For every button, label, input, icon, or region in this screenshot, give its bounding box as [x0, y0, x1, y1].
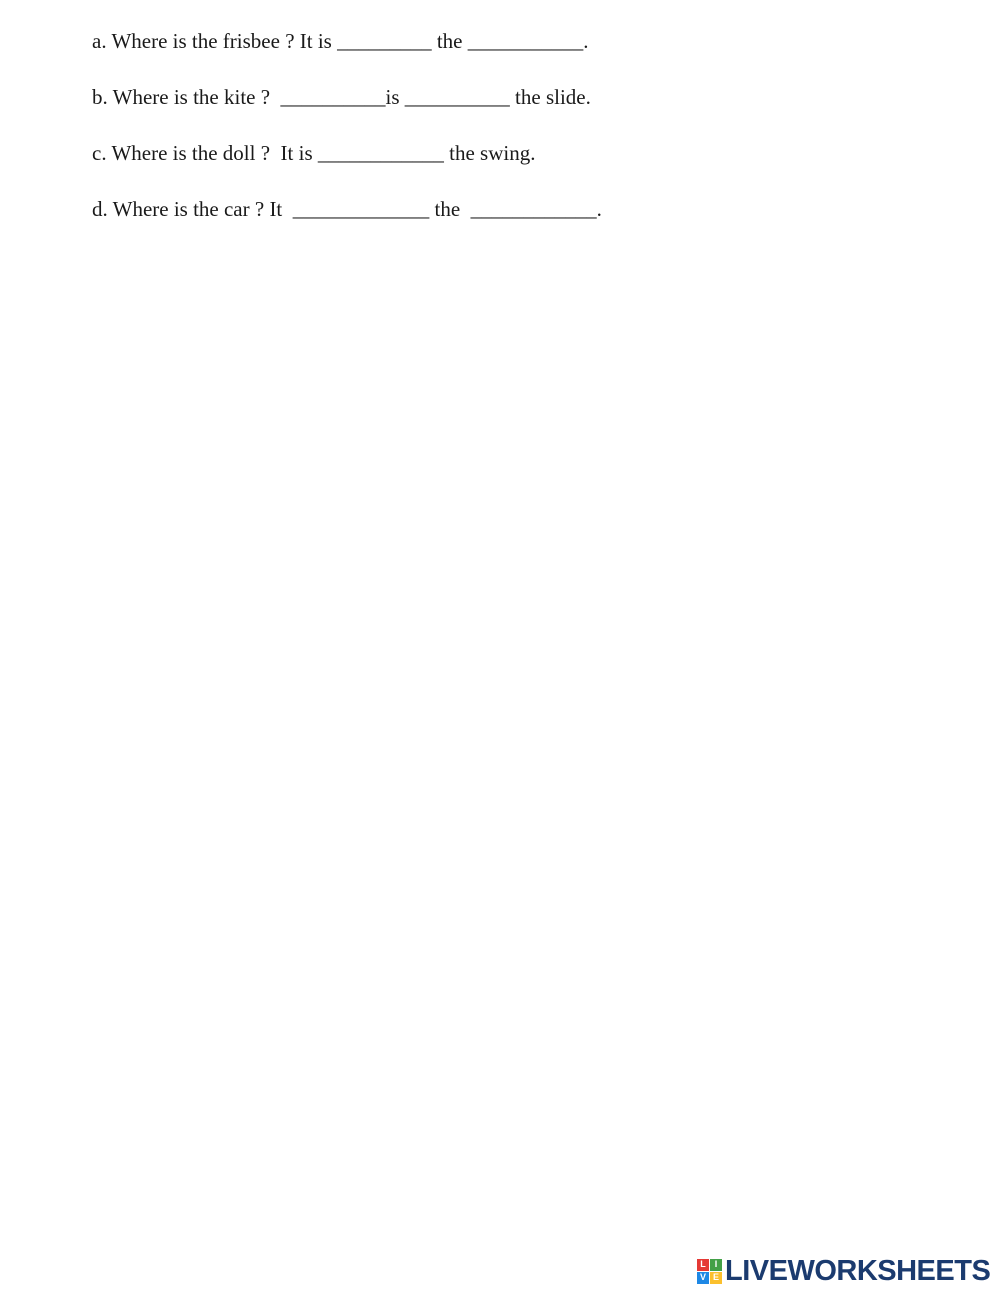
- logo-mark-letter-e: E: [710, 1272, 722, 1284]
- logo-mark-letter-l: L: [697, 1259, 709, 1271]
- logo-mark-letter-v: V: [697, 1272, 709, 1284]
- liveworksheets-logo[interactable]: [697, 1256, 990, 1286]
- logo-mark-letter-i: I: [710, 1259, 722, 1271]
- logo-text: LIVEWORKSHEETS: [725, 1254, 991, 1287]
- logo-mark-icon: [697, 1259, 722, 1284]
- question-a: a. Where is the frisbee ? It is _________ the ___________.: [92, 29, 589, 53]
- question-b: b. Where is the kite ? __________is __________ the slide.: [92, 85, 591, 109]
- question-c: c. Where is the doll ? It is ____________ the swing.: [92, 141, 536, 165]
- question-d: d. Where is the car ? It _____________ the ____________.: [92, 197, 602, 221]
- worksheet-questions: [92, 26, 792, 250]
